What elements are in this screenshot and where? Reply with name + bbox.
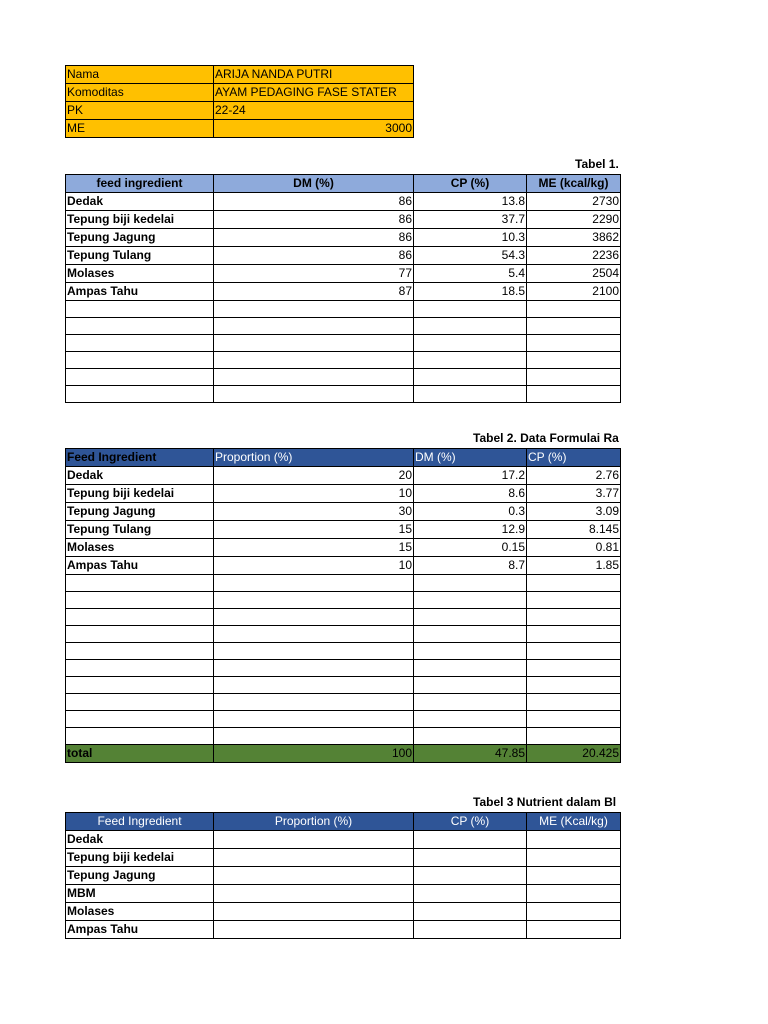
table-row	[66, 503, 621, 521]
info-row	[66, 120, 414, 138]
empty-cell	[214, 626, 414, 643]
value-cell	[527, 921, 621, 939]
empty-cell	[414, 318, 527, 335]
empty-row	[66, 592, 621, 609]
value-cell: 86	[214, 193, 414, 211]
ingredient-cell: Tepung biji kedelai	[66, 211, 214, 229]
value-cell: 1.85	[527, 557, 621, 575]
empty-cell	[527, 369, 621, 386]
value-cell: 0.15	[414, 539, 527, 557]
ingredient-cell: Molases	[66, 539, 214, 557]
empty-cell	[66, 352, 214, 369]
info-value: 3000	[214, 120, 414, 138]
empty-cell	[414, 643, 527, 660]
empty-cell	[214, 318, 414, 335]
table-row	[66, 521, 621, 539]
empty-row	[66, 335, 621, 352]
empty-cell	[414, 301, 527, 318]
empty-cell	[527, 318, 621, 335]
empty-cell	[66, 609, 214, 626]
empty-cell	[414, 677, 527, 694]
value-cell	[414, 885, 527, 903]
value-cell	[214, 867, 414, 885]
empty-cell	[66, 711, 214, 728]
value-cell: 0.3	[414, 503, 527, 521]
empty-row	[66, 369, 621, 386]
value-cell: 3.77	[527, 485, 621, 503]
value-cell	[527, 831, 621, 849]
column-header: Proportion (%)	[214, 449, 414, 467]
value-cell: 18.5	[414, 283, 527, 301]
ingredient-cell: Tepung Tulang	[66, 247, 214, 265]
ingredient-cell: Tepung biji kedelai	[66, 849, 214, 867]
table-row	[66, 211, 621, 229]
value-cell: 8.6	[414, 485, 527, 503]
value-cell: 17.2	[414, 467, 527, 485]
table-row	[66, 885, 621, 903]
empty-cell	[527, 352, 621, 369]
ingredient-cell: Tepung Jagung	[66, 867, 214, 885]
empty-cell	[527, 643, 621, 660]
table-row	[66, 485, 621, 503]
empty-cell	[414, 386, 527, 403]
empty-cell	[214, 728, 414, 745]
info-row	[66, 84, 414, 102]
table-row	[66, 831, 621, 849]
empty-cell	[66, 660, 214, 677]
ingredient-cell: Tepung Jagung	[66, 229, 214, 247]
table3-header-row	[66, 813, 621, 831]
column-header: ME (Kcal/kg)	[527, 813, 621, 831]
table2-header-row	[66, 449, 621, 467]
column-header: feed ingredient	[66, 175, 214, 193]
empty-cell	[214, 711, 414, 728]
value-cell: 77	[214, 265, 414, 283]
value-cell	[527, 885, 621, 903]
value-cell: 86	[214, 229, 414, 247]
empty-row	[66, 711, 621, 728]
empty-cell	[414, 575, 527, 592]
column-header: CP (%)	[527, 449, 621, 467]
value-cell	[414, 921, 527, 939]
empty-cell	[414, 369, 527, 386]
empty-cell	[414, 626, 527, 643]
empty-cell	[214, 592, 414, 609]
empty-cell	[66, 694, 214, 711]
value-cell: 2504	[527, 265, 621, 283]
value-cell	[414, 831, 527, 849]
table-row	[66, 467, 621, 485]
empty-row	[66, 626, 621, 643]
value-cell: 86	[214, 211, 414, 229]
empty-row	[66, 677, 621, 694]
value-cell	[414, 867, 527, 885]
value-cell: 2236	[527, 247, 621, 265]
table1	[65, 174, 621, 403]
table-row	[66, 229, 621, 247]
value-cell: 10	[214, 557, 414, 575]
value-cell: 20	[214, 467, 414, 485]
value-cell: 2730	[527, 193, 621, 211]
column-header: Proportion (%)	[214, 813, 414, 831]
empty-row	[66, 301, 621, 318]
value-cell: 2290	[527, 211, 621, 229]
value-cell	[214, 921, 414, 939]
value-cell	[214, 885, 414, 903]
value-cell: 8.7	[414, 557, 527, 575]
table-row	[66, 903, 621, 921]
empty-cell	[66, 677, 214, 694]
table3	[65, 812, 621, 939]
ingredient-cell: MBM	[66, 885, 214, 903]
empty-cell	[527, 386, 621, 403]
value-cell	[527, 903, 621, 921]
column-header: DM (%)	[414, 449, 527, 467]
empty-cell	[414, 728, 527, 745]
column-header: CP (%)	[414, 813, 527, 831]
column-header: Feed Ingredient	[66, 449, 214, 467]
value-cell	[214, 849, 414, 867]
empty-row	[66, 643, 621, 660]
empty-cell	[527, 626, 621, 643]
info-label: Komoditas	[66, 84, 214, 102]
total-value: 47.85	[414, 745, 527, 763]
empty-cell	[214, 386, 414, 403]
column-header: ME (kcal/kg)	[527, 175, 621, 193]
ingredient-cell: Ampas Tahu	[66, 283, 214, 301]
value-cell: 3862	[527, 229, 621, 247]
empty-cell	[527, 592, 621, 609]
empty-row	[66, 575, 621, 592]
total-value: 100	[214, 745, 414, 763]
empty-cell	[527, 711, 621, 728]
empty-row	[66, 318, 621, 335]
empty-cell	[414, 694, 527, 711]
value-cell: 10.3	[414, 229, 527, 247]
value-cell	[527, 849, 621, 867]
ingredient-cell: Tepung Tulang	[66, 521, 214, 539]
info-label: ME	[66, 120, 214, 138]
empty-row	[66, 728, 621, 745]
empty-row	[66, 352, 621, 369]
ingredient-cell: Dedak	[66, 831, 214, 849]
empty-cell	[66, 643, 214, 660]
table-row	[66, 539, 621, 557]
empty-cell	[66, 318, 214, 335]
table-row	[66, 283, 621, 301]
table-row	[66, 849, 621, 867]
total-value: 20.425	[527, 745, 621, 763]
total-label: total	[66, 745, 214, 763]
empty-cell	[414, 711, 527, 728]
column-header: DM (%)	[214, 175, 414, 193]
table1-header-row	[66, 175, 621, 193]
empty-cell	[214, 609, 414, 626]
ingredient-cell: Molases	[66, 265, 214, 283]
value-cell: 0.81	[527, 539, 621, 557]
empty-cell	[66, 592, 214, 609]
value-cell: 87	[214, 283, 414, 301]
value-cell	[214, 831, 414, 849]
empty-cell	[414, 335, 527, 352]
value-cell: 86	[214, 247, 414, 265]
empty-cell	[214, 643, 414, 660]
table-row	[66, 247, 621, 265]
empty-cell	[214, 369, 414, 386]
info-table	[65, 65, 414, 138]
table2-caption: Tabel 2. Data Formulai Ra	[473, 431, 619, 445]
table-row	[66, 193, 621, 211]
table1-caption: Tabel 1.	[575, 157, 619, 171]
column-header: CP (%)	[414, 175, 527, 193]
empty-cell	[66, 301, 214, 318]
table-row	[66, 921, 621, 939]
empty-cell	[414, 609, 527, 626]
empty-row	[66, 609, 621, 626]
info-row	[66, 66, 414, 84]
value-cell: 8.145	[527, 521, 621, 539]
value-cell: 13.8	[414, 193, 527, 211]
info-label: PK	[66, 102, 214, 120]
empty-cell	[527, 301, 621, 318]
table-row	[66, 265, 621, 283]
info-value: ARIJA NANDA PUTRI	[214, 66, 414, 84]
value-cell: 3.09	[527, 503, 621, 521]
empty-row	[66, 386, 621, 403]
value-cell: 54.3	[414, 247, 527, 265]
value-cell: 30	[214, 503, 414, 521]
value-cell	[527, 867, 621, 885]
empty-cell	[66, 626, 214, 643]
value-cell: 2100	[527, 283, 621, 301]
value-cell: 15	[214, 539, 414, 557]
empty-cell	[214, 301, 414, 318]
ingredient-cell: Tepung Jagung	[66, 503, 214, 521]
ingredient-cell: Ampas Tahu	[66, 557, 214, 575]
empty-cell	[214, 335, 414, 352]
value-cell: 12.9	[414, 521, 527, 539]
ingredient-cell: Molases	[66, 903, 214, 921]
empty-row	[66, 660, 621, 677]
empty-cell	[66, 386, 214, 403]
empty-cell	[214, 352, 414, 369]
info-label: Nama	[66, 66, 214, 84]
table2	[65, 448, 621, 763]
empty-cell	[527, 660, 621, 677]
empty-cell	[527, 575, 621, 592]
empty-cell	[527, 609, 621, 626]
empty-cell	[214, 660, 414, 677]
ingredient-cell: Dedak	[66, 193, 214, 211]
table3-caption: Tabel 3 Nutrient dalam Bl	[473, 795, 617, 809]
value-cell: 37.7	[414, 211, 527, 229]
empty-cell	[66, 335, 214, 352]
value-cell: 5.4	[414, 265, 527, 283]
empty-cell	[214, 677, 414, 694]
value-cell: 2.76	[527, 467, 621, 485]
info-value: AYAM PEDAGING FASE STATER	[214, 84, 414, 102]
table-row	[66, 867, 621, 885]
ingredient-cell: Dedak	[66, 467, 214, 485]
table-row	[66, 557, 621, 575]
total-row	[66, 745, 621, 763]
empty-cell	[414, 592, 527, 609]
value-cell	[214, 903, 414, 921]
empty-cell	[214, 575, 414, 592]
info-row	[66, 102, 414, 120]
empty-cell	[527, 677, 621, 694]
value-cell	[414, 903, 527, 921]
column-header: Feed Ingredient	[66, 813, 214, 831]
value-cell	[414, 849, 527, 867]
value-cell: 10	[214, 485, 414, 503]
ingredient-cell: Tepung biji kedelai	[66, 485, 214, 503]
empty-cell	[527, 728, 621, 745]
empty-cell	[414, 352, 527, 369]
empty-cell	[66, 369, 214, 386]
empty-cell	[66, 575, 214, 592]
ingredient-cell: Ampas Tahu	[66, 921, 214, 939]
empty-cell	[66, 728, 214, 745]
empty-cell	[214, 694, 414, 711]
empty-row	[66, 694, 621, 711]
value-cell: 15	[214, 521, 414, 539]
empty-cell	[414, 660, 527, 677]
empty-cell	[527, 694, 621, 711]
empty-cell	[527, 335, 621, 352]
info-value: 22-24	[214, 102, 414, 120]
